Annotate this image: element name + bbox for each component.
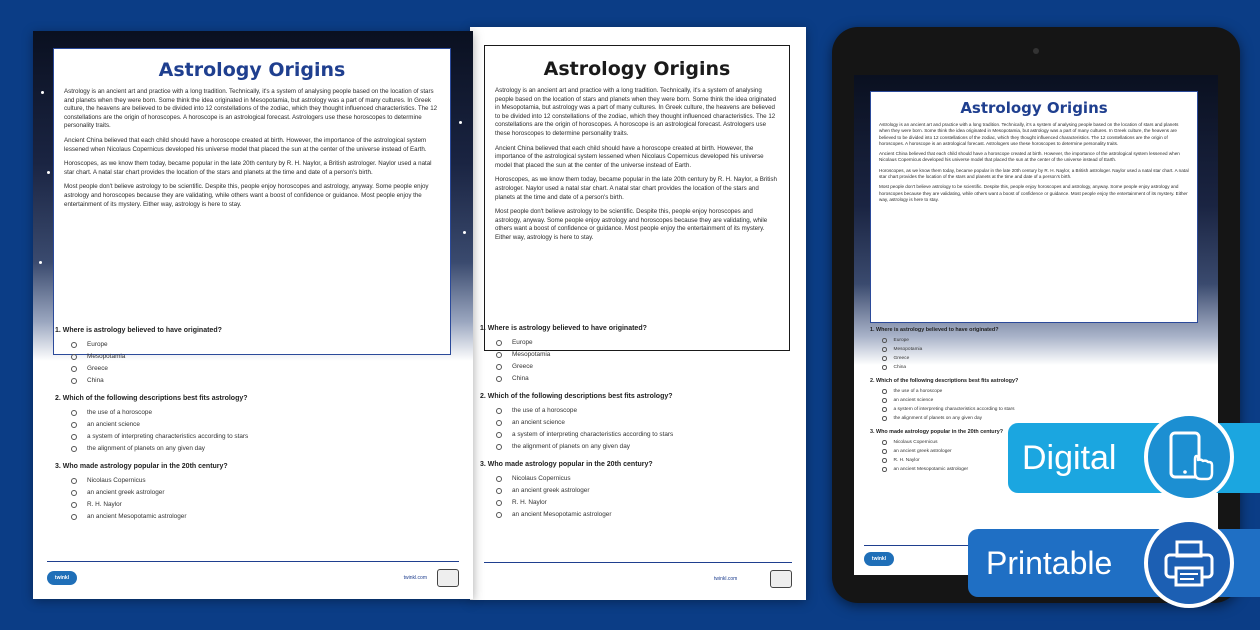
printer-icon: [1144, 518, 1234, 608]
radio-circle-icon[interactable]: [496, 512, 502, 518]
radio-circle-icon[interactable]: [882, 389, 887, 394]
answer-option[interactable]: [71, 364, 455, 373]
radio-circle-icon[interactable]: [882, 356, 887, 361]
tablet-screen[interactable]: [854, 75, 1218, 575]
option-label: an ancient greek astrologer: [512, 487, 590, 494]
question-text: 1. Where is astrology believed to have originated?: [480, 325, 647, 332]
answer-option[interactable]: [496, 474, 806, 483]
tablet-touch-icon: [1144, 412, 1234, 502]
twinkl-logo: twinkl: [47, 571, 77, 585]
option-label: Nicolaus Copernicus: [87, 477, 146, 484]
option-label: a system of interpreting characteristics according to stars: [512, 431, 674, 438]
answer-option[interactable]: [496, 430, 806, 439]
option-label: Europe: [893, 338, 909, 343]
option-label: Mesopotamia: [87, 353, 126, 360]
option-label: an ancient science: [87, 421, 140, 428]
radio-circle-icon[interactable]: [71, 502, 77, 508]
option-label: Nicolaus Copernicus: [893, 440, 938, 445]
radio-circle-icon[interactable]: [71, 434, 77, 440]
question-block: [55, 395, 455, 453]
radio-circle-icon[interactable]: [71, 410, 77, 416]
page-title: Astrology Origins: [960, 99, 1108, 117]
radio-circle-icon[interactable]: [71, 478, 77, 484]
passage-paragraph: Ancient China believed that each child should have a horoscope created at birth. However, the importance of the astrological system lessened when Nicolaus Copernicus developed his universe model that placed the sun at the center of the universe instead of Earth.: [495, 144, 764, 169]
answer-option[interactable]: [882, 388, 1200, 395]
option-label: the use of a horoscope: [893, 389, 943, 394]
radio-circle-icon[interactable]: [71, 422, 77, 428]
printer-icon-graphic: [1160, 534, 1218, 592]
passage-paragraph: Horoscopes, as we know them today, became popular in the late 20th century by R. H. Naylor, a British astrologer. Naylor used a natal star chart. A natal star chart provides the location of the stars and planets at the time and date of a person's birth.: [495, 176, 777, 201]
radio-circle-icon[interactable]: [71, 354, 77, 360]
option-label: an ancient Mesopotamic astrologer: [893, 467, 969, 472]
passage-paragraph: Astrology is an ancient art and practice with a long tradition. Technically, it's a system of analysing people based on the location of stars and planets when they were born. Some think the idea originated in Mesopotamia, but astrology was a part of many cultures. In Greek culture, the heavens are believed to be divided into 12 constellations of the zodiac, which they thought influenced characteristics. The 12 constellations are the origin of horoscopes. A horoscope is an astrological forecast. Astrologers use these horoscopes to determine personality traits.: [879, 122, 1179, 146]
radio-circle-icon[interactable]: [71, 514, 77, 520]
page-footer: [484, 562, 792, 588]
option-label: China: [512, 375, 529, 382]
option-label: R. H. Naylor: [512, 499, 547, 506]
answer-option[interactable]: [71, 352, 455, 361]
answer-option[interactable]: [496, 338, 806, 347]
passage-paragraph: Ancient China believed that each child should have a horoscope created at birth. However, the importance of the astrological system lessened when Nicolaus Copernicus developed his universe model that placed the sun at the center of the universe instead of Earth.: [64, 136, 427, 153]
answer-option[interactable]: [71, 476, 455, 485]
radio-circle-icon[interactable]: [71, 490, 77, 496]
star-icon: [41, 91, 44, 94]
question-text: 2. Which of the following descriptions best fits astrology?: [55, 395, 248, 402]
option-label: China: [87, 377, 104, 384]
footer-url: twinkl.com: [714, 575, 738, 582]
radio-circle-icon[interactable]: [496, 364, 502, 370]
answer-option[interactable]: [882, 346, 1200, 353]
option-label: the alignment of planets on any given day: [512, 443, 630, 450]
radio-circle-icon[interactable]: [496, 432, 502, 438]
answer-option[interactable]: [496, 362, 806, 371]
page-title: Astrology Origins: [543, 58, 731, 80]
answer-option[interactable]: [71, 420, 455, 429]
radio-circle-icon[interactable]: [496, 340, 502, 346]
answer-option[interactable]: [71, 340, 455, 349]
radio-circle-icon[interactable]: [882, 416, 887, 421]
printable-label-text: Printable: [986, 544, 1113, 581]
option-label: Greece: [893, 356, 910, 361]
answer-option[interactable]: [496, 442, 806, 451]
option-label: an ancient Mesopotamic astrologer: [512, 511, 612, 518]
radio-circle-icon[interactable]: [496, 500, 502, 506]
question-text: 1. Where is astrology believed to have originated?: [870, 327, 999, 333]
option-label: an ancient greek astrologer: [893, 449, 952, 454]
questions-list: [55, 327, 455, 531]
option-label: the alignment of planets on any given day: [87, 445, 205, 452]
answer-option[interactable]: [71, 444, 455, 453]
option-label: R. H. Naylor: [893, 458, 920, 463]
worksheet-page-colour: [33, 31, 473, 599]
answer-option[interactable]: [882, 397, 1200, 404]
passage-paragraph: Horoscopes, as we know them today, became popular in the late 20th century by R. H. Naylor, a British astrologer. Naylor used a natal star chart. A natal star chart provides the location of the stars and planets at the time and date of a person's birth.: [879, 167, 1189, 180]
answer-option[interactable]: [882, 415, 1200, 422]
question-text: 3. Who made astrology popular in the 20th century?: [55, 463, 228, 470]
star-icon: [459, 121, 462, 124]
question-text: 3. Who made astrology popular in the 20th century?: [480, 461, 653, 468]
radio-circle-icon[interactable]: [882, 458, 887, 463]
radio-circle-icon[interactable]: [882, 449, 887, 454]
radio-circle-icon[interactable]: [496, 408, 502, 414]
passage-box: [53, 48, 451, 355]
option-label: an ancient greek astrologer: [87, 489, 165, 496]
radio-circle-icon[interactable]: [71, 366, 77, 372]
footer-badge-icon: [437, 569, 459, 587]
radio-circle-icon[interactable]: [496, 420, 502, 426]
passage-paragraph: Most people don't believe astrology to be scientific. Despite this, people enjoy horoscopes and astrology, anyway. Some people enjoy astrology and horoscopes because they are validating, while others want a boost of confidence or guidance. Most people enjoy the entertainment of its mystery. Either way, astrology is here to stay.: [879, 184, 1188, 202]
radio-circle-icon[interactable]: [496, 376, 502, 382]
answer-option[interactable]: [882, 337, 1200, 344]
worksheet-page-printable: [470, 27, 806, 600]
question-text: 2. Which of the following descriptions best fits astrology?: [870, 378, 1019, 384]
passage-paragraph: Astrology is an ancient art and practice with a long tradition. Technically, it's a system of analysing people based on the location of stars and planets when they were born. Some think the idea originated in Mesopotamia, but astrology was a part of many cultures. In Greek culture, the heavens are believed to be divided into 12 constellations of the zodiac, which they thought influenced characteristics. The 12 constellations are the origin of horoscopes. A horoscope is an astrological forecast. Astrologers use these horoscopes to determine personality traits.: [64, 88, 438, 130]
answer-option[interactable]: [882, 406, 1200, 413]
question-text: 2. Which of the following descriptions best fits astrology?: [480, 393, 673, 400]
option-label: the use of a horoscope: [87, 409, 153, 416]
option-label: an ancient science: [512, 419, 565, 426]
radio-circle-icon[interactable]: [882, 365, 887, 370]
passage-paragraph: Horoscopes, as we know them today, became popular in the late 20th century by R. H. Naylor, a British astrologer. Naylor used a natal star chart. A natal star chart provides the location of the stars and planets at the time and date of a person's birth.: [64, 160, 432, 176]
option-label: an ancient science: [893, 398, 934, 403]
question-text: 1. Where is astrology believed to have originated?: [55, 327, 222, 334]
star-icon: [463, 231, 466, 234]
radio-circle-icon[interactable]: [882, 407, 887, 412]
radio-circle-icon[interactable]: [496, 444, 502, 450]
answer-option[interactable]: [496, 486, 806, 495]
question-block: [480, 461, 806, 519]
radio-circle-icon[interactable]: [71, 378, 77, 384]
answer-option[interactable]: [71, 500, 455, 509]
option-label: R. H. Naylor: [87, 501, 122, 508]
answer-option[interactable]: [496, 406, 806, 415]
answer-option[interactable]: [496, 418, 806, 427]
option-label: Europe: [512, 339, 533, 346]
radio-circle-icon[interactable]: [496, 488, 502, 494]
question-block: [55, 463, 455, 521]
questions-list: [480, 325, 806, 529]
answer-option[interactable]: [496, 350, 806, 359]
question-block: [480, 393, 806, 451]
radio-circle-icon[interactable]: [882, 338, 887, 343]
passage-paragraph: Ancient China believed that each child should have a horoscope created at birth. However, the importance of the astrological system lessened when Nicolaus Copernicus developed his universe model that placed the sun at the center of the universe instead of Earth.: [879, 151, 1180, 163]
radio-circle-icon[interactable]: [882, 398, 887, 403]
option-label: a system of interpreting characteristics according to stars: [893, 407, 1015, 412]
question-block: [55, 327, 455, 385]
option-label: Mesopotamia: [893, 347, 923, 352]
footer-url: twinkl.com: [403, 574, 427, 581]
answer-option[interactable]: [882, 355, 1200, 362]
answer-option[interactable]: [71, 512, 455, 521]
tablet-device: [832, 27, 1240, 603]
page-title: Astrology Origins: [158, 59, 346, 81]
answer-option[interactable]: [71, 488, 455, 497]
answer-option[interactable]: [882, 364, 1200, 371]
digital-label-text: Digital: [1022, 438, 1117, 477]
question-block: [870, 327, 1200, 371]
passage-paragraph: Most people don't believe astrology to be scientific. Despite this, people enjoy horoscopes and astrology, anyway. Some people enjoy astrology and horoscopes because they are validating, while others want a boost of confidence or guidance. Most people enjoy the entertainment of its mystery. Either way, astrology is here to stay.: [64, 183, 429, 208]
star-icon: [39, 261, 42, 264]
answer-option[interactable]: [496, 498, 806, 507]
option-label: Mesopotamia: [512, 351, 551, 358]
option-label: Greece: [512, 363, 533, 370]
option-label: Nicolaus Copernicus: [512, 475, 571, 482]
camera-icon: [1033, 48, 1039, 54]
radio-circle-icon[interactable]: [496, 476, 502, 482]
passage-paragraph: Astrology is an ancient art and practice with a long tradition. Technically, it's a system of analysing people based on the location of stars and planets when they were born. Some think the idea originated in Mesopotamia, but astrology was a part of many cultures. In Greek culture, the heavens are believed to be divided into 12 constellations of the zodiac, which they thought influenced characteristics. The 12 constellations are the origin of horoscopes. A horoscope is an astrological forecast. Astrologers use these horoscopes to determine personality traits.: [495, 87, 777, 137]
footer-badge-icon: [770, 570, 792, 588]
radio-circle-icon[interactable]: [882, 467, 887, 472]
option-label: the alignment of planets on any given day: [893, 416, 983, 421]
radio-circle-icon[interactable]: [882, 347, 887, 352]
answer-option[interactable]: [71, 376, 455, 385]
option-label: a system of interpreting characteristics according to stars: [87, 433, 249, 440]
radio-circle-icon[interactable]: [71, 342, 77, 348]
answer-option[interactable]: [71, 432, 455, 441]
answer-option[interactable]: [496, 374, 806, 383]
page-footer: [47, 561, 459, 587]
option-label: Europe: [87, 341, 108, 348]
option-label: the use of a horoscope: [512, 407, 578, 414]
twinkl-logo: twinkl: [864, 552, 894, 566]
passage-box: [484, 45, 790, 351]
radio-circle-icon[interactable]: [882, 440, 887, 445]
passage-box: [870, 91, 1198, 323]
option-label: an ancient Mesopotamic astrologer: [87, 513, 187, 520]
question-block: [870, 378, 1200, 422]
radio-circle-icon[interactable]: [71, 446, 77, 452]
option-label: China: [893, 365, 907, 370]
answer-option[interactable]: [71, 408, 455, 417]
radio-circle-icon[interactable]: [496, 352, 502, 358]
passage-paragraph: Most people don't believe astrology to be scientific. Despite this, people enjoy horoscopes and astrology, anyway. Some people enjoy astrology and horoscopes because they are validating, while others want a boost of confidence or guidance. Most people enjoy the entertainment of its mystery. Either way, astrology is here to stay.: [495, 208, 768, 241]
option-label: Greece: [87, 365, 108, 372]
question-text: 3. Who made astrology popular in the 20th century?: [870, 429, 1003, 435]
star-icon: [47, 171, 50, 174]
tablet-touch-icon-graphic: [1161, 429, 1217, 485]
question-block: [480, 325, 806, 383]
answer-option[interactable]: [496, 510, 806, 519]
